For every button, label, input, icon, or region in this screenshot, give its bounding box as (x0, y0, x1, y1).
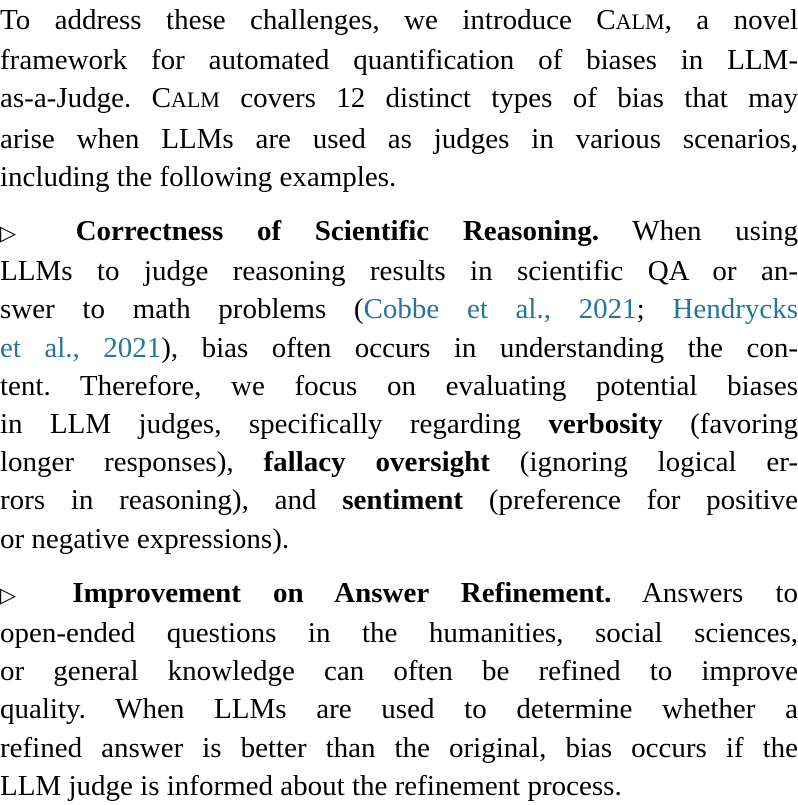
text-segment: tent. Therefore, we focus on evaluating potential biases (0, 369, 798, 402)
text-line (0, 212, 798, 252)
text-segment: ; (636, 293, 673, 326)
citation-link[interactable]: Hendrycks (672, 293, 798, 326)
text-segment: LLM judge is informed about the refinement process. (0, 769, 622, 802)
text-segment: rors in reasoning), and (0, 484, 343, 517)
text-segment: refined answer is better than the original, bias occurs if the (0, 731, 798, 764)
triangle-bullet-icon: ▷ (0, 221, 76, 246)
citation-link[interactable]: et al., 2021 (0, 331, 162, 364)
bias-term: fallacy oversight (263, 446, 490, 479)
text-segment: arise when LLMs are used as judges in various scenarios, (0, 122, 798, 155)
text-line (0, 79, 798, 119)
text-line (0, 158, 798, 196)
citation-link[interactable]: Cobbe et al., 2021 (363, 293, 637, 326)
text-line (0, 767, 798, 805)
text-segment: in LLM judges, specifically regarding (0, 408, 549, 441)
text-segment: swer to math problems ( (0, 293, 364, 326)
text-segment: Answers to (611, 576, 798, 609)
text-segment: quality. When LLMs are used to determine whether a (0, 693, 798, 726)
paragraph-correctness-of-scientific-reasoning (0, 212, 798, 558)
text-line (0, 41, 798, 79)
text-segment: or negative expressions). (0, 522, 290, 555)
text-segment: ), bias often occurs in understanding the con- (161, 331, 798, 364)
paragraph-heading: Correctness of Scientific Reasoning. (75, 215, 600, 248)
paragraph-improvement-on-answer-refinement (0, 574, 798, 805)
text-segment: To address these challenges, we introduce C (0, 4, 616, 36)
text-segment: covers 12 distinct types of bias that may (219, 82, 798, 115)
text-segment: as-a-Judge. C (0, 82, 171, 115)
text-line (0, 252, 798, 290)
text-line (0, 443, 798, 481)
text-line (0, 120, 798, 158)
text-segment: (ignoring logical er- (489, 446, 798, 479)
smallcaps-calm: ALM (170, 87, 220, 113)
text-line (0, 290, 798, 328)
text-line (0, 367, 798, 405)
text-line (0, 405, 798, 443)
text-line (0, 520, 798, 558)
paragraph-heading: Improvement on Answer Refinement. (72, 576, 612, 609)
text-line (0, 481, 798, 519)
text-line (0, 614, 798, 652)
text-segment: LLMs to judge reasoning results in scientific QA or an- (0, 255, 798, 288)
text-line (0, 729, 798, 767)
text-line (0, 652, 798, 690)
text-segment: longer responses), (0, 446, 264, 479)
text-segment: (preference for positive (463, 484, 798, 517)
text-segment: , a novel (664, 4, 798, 36)
text-line (0, 329, 798, 367)
text-segment: open-ended questions in the humanities, social sciences, (0, 617, 798, 650)
bias-term: verbosity (548, 408, 663, 441)
text-segment: or general knowledge can often be refined to improve (0, 655, 798, 688)
text-segment: framework for automated quantification of biases in LLM- (0, 44, 798, 77)
smallcaps-calm: ALM (615, 9, 665, 34)
text-line (0, 1, 798, 41)
paragraph-intro (0, 1, 798, 196)
text-segment: (favoring (662, 408, 798, 441)
text-line (0, 690, 798, 728)
bias-term: sentiment (342, 484, 464, 517)
triangle-bullet-icon: ▷ (0, 582, 73, 607)
text-segment: When using (599, 215, 798, 248)
text-segment: including the following examples. (0, 160, 397, 193)
text-line (0, 574, 798, 614)
